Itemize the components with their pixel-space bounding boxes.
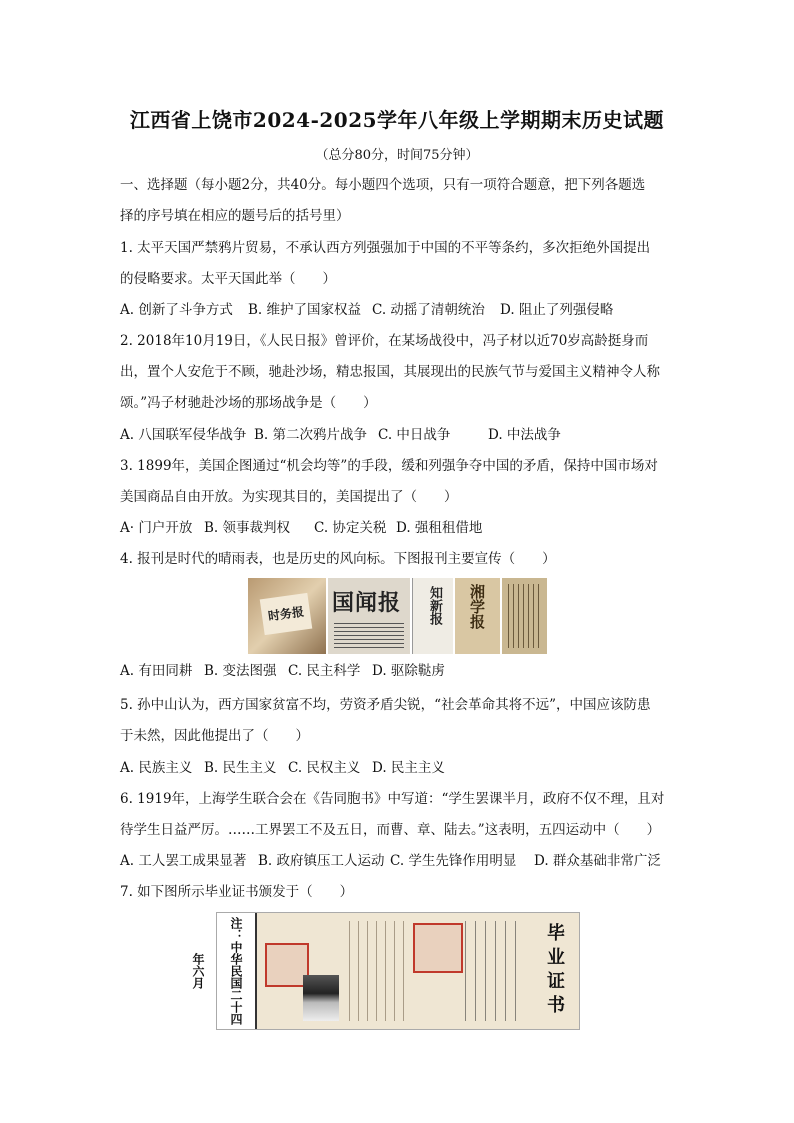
question-2-line-2: 出，置个人安危于不顾，驰赴沙场，精忠报国，其展现出的民族气节与爱国主义精神令人称 [120, 364, 660, 380]
question-1-options [120, 300, 680, 320]
option-c[interactable]: C. 动摇了清朝统治 [372, 302, 485, 318]
question-3-line-1: 3. 1899年，美国企图通过“机会均等”的手段，缓和列强争夺中国的矛盾，保持中国市场对 [120, 458, 658, 474]
diploma-body-text [465, 921, 525, 1021]
diploma-text-columns [349, 921, 405, 1021]
newspaper-title-guowenbao: 国闻报 [332, 590, 402, 616]
diploma-date-note: 注：中华民国二十四年六月 [217, 913, 257, 1029]
section-instructions-line-1: 一、选择题（每小题2分，共40分。每小题四个选项，只有一项符合题意，把下列各题选 [120, 177, 646, 193]
question-3-options [120, 518, 680, 538]
option-a[interactable]: A. 民族主义 [120, 760, 193, 776]
diploma-heading: 毕业证书 [544, 923, 565, 1019]
question-4-line-1: 4. 报刊是时代的晴雨表，也是历史的风向标。下图报刊主要宣传（ ） [120, 551, 556, 567]
option-d[interactable]: D. 民主主义 [372, 760, 445, 776]
question-4-options [120, 661, 680, 681]
diploma-image [191, 912, 580, 1030]
question-6-line-1: 6. 1919年，上海学生联合会在《告同胞书》中写道：“学生罢课半月，政府不仅不理，且对 [120, 791, 665, 807]
option-a[interactable]: A. 八国联军侵华战争 [120, 427, 247, 443]
newsprint-texture [334, 622, 404, 648]
option-d[interactable]: D. 中法战争 [488, 427, 561, 443]
option-d[interactable]: D. 阻止了列强侵略 [500, 302, 614, 318]
newsprint-texture [508, 584, 541, 648]
newspaper-title-zhixinbao: 知新报 [427, 586, 442, 625]
section-instructions-line-2: 择的序号填在相应的题号后的括号里） [120, 208, 350, 224]
zhixinbao-photo [412, 578, 453, 654]
guowenbao-photo [328, 578, 410, 654]
question-1-line-2: 的侵略要求。太平天国此举（ ） [120, 271, 336, 287]
option-c[interactable]: C. 协定关税 [314, 520, 387, 536]
option-b[interactable]: B. 民生主义 [204, 760, 277, 776]
option-b[interactable]: B. 政府镇压工人运动 [258, 853, 385, 869]
page-title: 江西省上饶市2024-2025学年八年级上学期期末历史试题 [129, 108, 665, 132]
option-d[interactable]: D. 驱除鞑虏 [372, 663, 445, 679]
page-subtitle: （总分80分，时间75分钟） [315, 148, 479, 163]
option-a[interactable]: A. 有田同耕 [120, 663, 193, 679]
question-2-options [120, 425, 680, 445]
student-photo [303, 975, 339, 1021]
option-c[interactable]: C. 学生先锋作用明显 [390, 853, 517, 869]
option-d[interactable]: D. 强租租借地 [396, 520, 483, 536]
question-6-line-2: 待学生日益严厉。……工界罢工不及五日，而曹、章、陆去。”这表明，五四运动中（ ） [120, 822, 661, 838]
question-2-line-3: 颂。”冯子材驰赴沙场的那场战争是（ ） [120, 395, 377, 411]
question-2-line-1: 2. 2018年10月19日，《人民日报》曾评价，在某场战役中，冯子材以近70岁高龄挺身而 [120, 333, 649, 349]
xiangxuebao-photo [455, 578, 500, 654]
option-c[interactable]: C. 民主科学 [288, 663, 361, 679]
question-5-options [120, 758, 680, 778]
option-b[interactable]: B. 第二次鸦片战争 [254, 427, 368, 443]
option-b[interactable]: B. 领事裁判权 [204, 520, 291, 536]
option-a[interactable]: A. 工人罢工成果显著 [120, 853, 247, 869]
option-a[interactable]: A. 创新了斗争方式 [120, 302, 233, 318]
newspaper-images [248, 578, 548, 654]
newspaper-page-photo [502, 578, 547, 654]
question-1-line-1: 1. 太平天国严禁鸦片贸易，不承认西方列强强加于中国的不平等条约，多次拒绝外国提出 [120, 240, 651, 256]
option-b[interactable]: B. 变法图强 [204, 663, 277, 679]
option-c[interactable]: C. 中日战争 [378, 427, 451, 443]
red-seal-icon [413, 923, 463, 973]
option-c[interactable]: C. 民权主义 [288, 760, 361, 776]
question-5-line-1: 5. 孙中山认为，西方国家贫富不均，劳资矛盾尖锐，“社会革命其将不远”，中国应该防患 [120, 697, 651, 713]
newspaper-title-xiangxuebao: 湘学报 [468, 584, 486, 629]
option-a[interactable]: A· 门户开放 [120, 520, 193, 536]
newspaper-title-timeswu: 时务报 [260, 593, 313, 635]
question-7-line-1: 7. 如下图所示毕业证书颁发于（ ） [120, 884, 354, 900]
question-5-line-2: 于未然，因此他提出了（ ） [120, 728, 309, 744]
question-6-options [120, 851, 680, 871]
option-d[interactable]: D. 群众基础非常广泛 [534, 853, 661, 869]
option-b[interactable]: B. 维护了国家权益 [248, 302, 362, 318]
question-3-line-2: 美国商品自由开放。为实现其目的，美国提出了（ ） [120, 489, 458, 505]
newspaper-stack-photo [248, 578, 326, 654]
